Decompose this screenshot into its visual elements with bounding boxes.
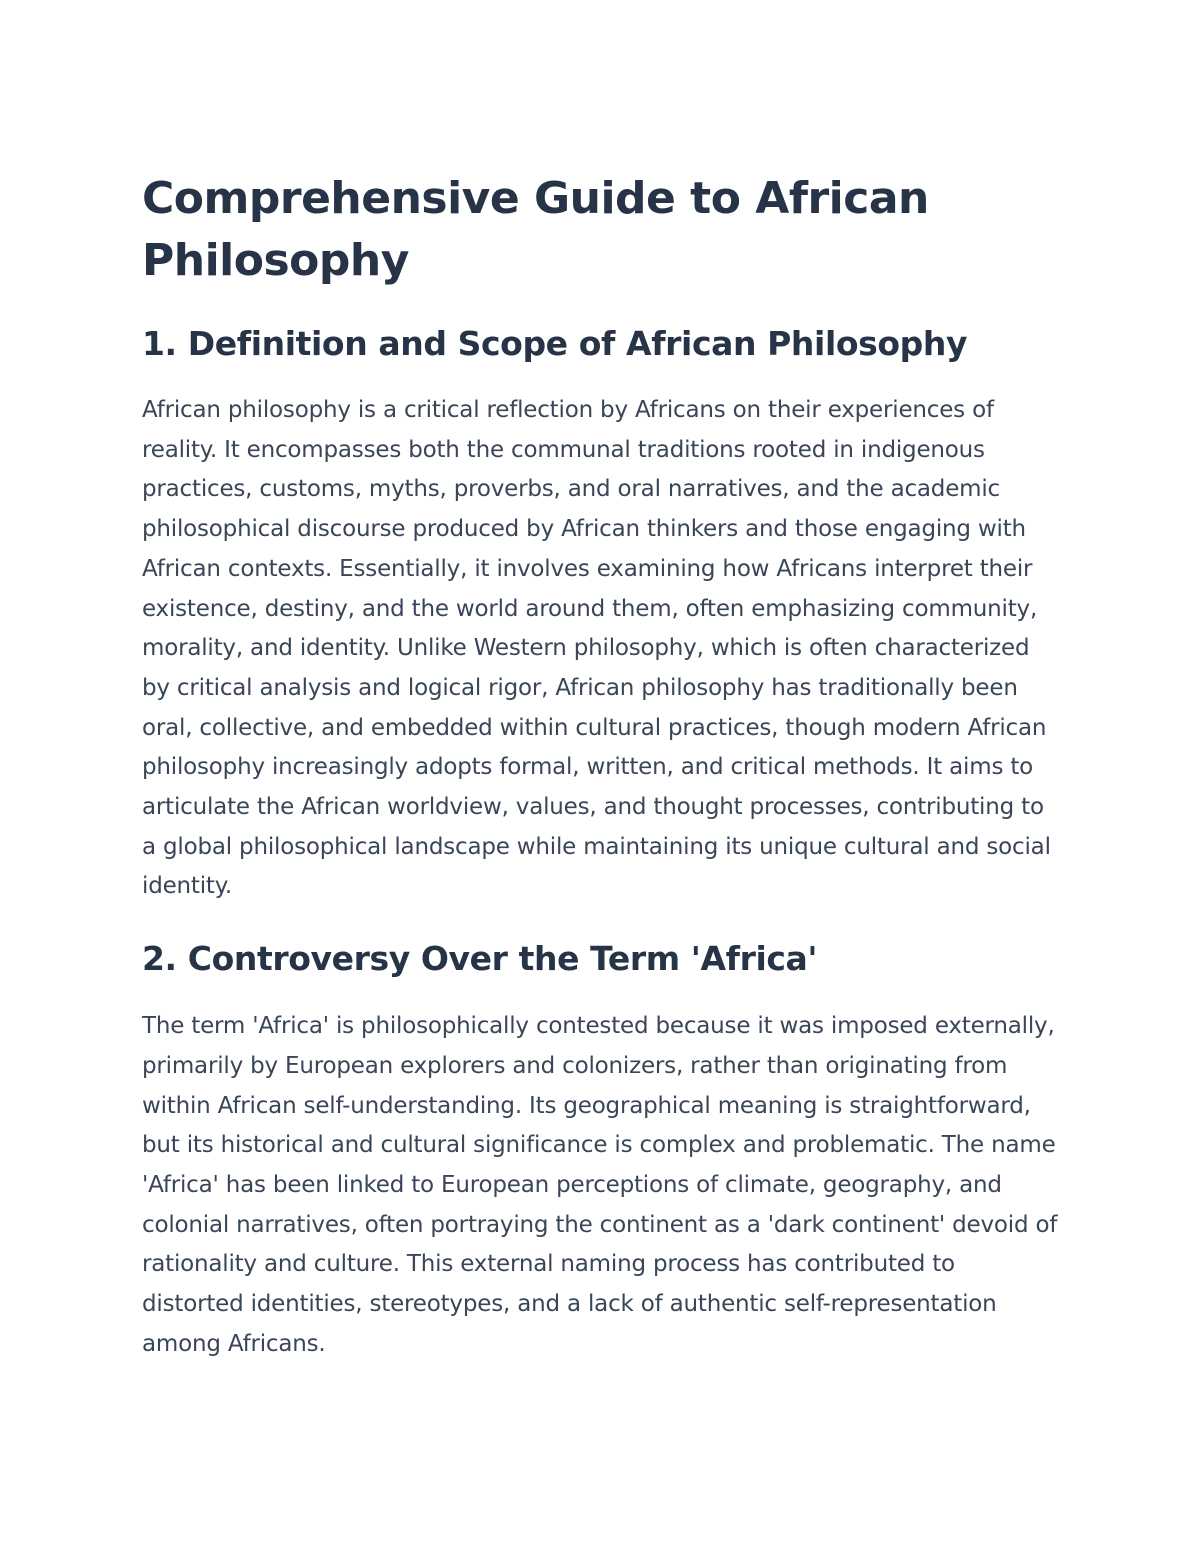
section-controversy-term-africa [142, 937, 1062, 1364]
document-title: Comprehensive Guide to African Philosophy [142, 173, 929, 286]
section-paragraph: The term 'Africa' is philosophically contested because it was imposed externally, primarily by European explorers and colonizers, rather than originating from within African self-understanding. Its geographical meaning is straightforward, but its historical and cultural significance is complex and problematic. The name 'Africa' has been linked to European perceptions of climate, geography, and colonial narratives, often portraying the continent as a 'dark continent' devoid of rationality and culture. This external naming process has contributed to distorted identities, stereotypes, and a lack of authentic self-representation among Africans. [142, 1013, 1058, 1357]
section-heading: 1. Definition and Scope of African Philosophy [142, 324, 968, 363]
section-heading: 2. Controversy Over the Term 'Africa' [142, 939, 818, 979]
section-paragraph: African philosophy is a critical reflection by Africans on their experiences of reality. It encompasses both the communal traditions rooted in indigenous practices, customs, myths, proverbs, and oral narratives, and the academic philosophical discourse produced by African thinkers and those engaging with African contexts. Essentially, it involves examining how Africans interpret their existence, destiny, and the world around them, often emphasizing community, morality, and identity. Unlike Western philosophy, which is often characterized by critical analysis and logical rigor, African philosophy has traditionally been oral, collective, and embedded within cultural practices, though modern African philosophy increasingly adopts formal, written, and critical methods. It aims to articulate the African worldview, values, and thought processes, contributing to a global philosophical landscape while maintaining its unique cultural and social identity. [142, 397, 1051, 900]
document-page [142, 168, 1062, 1364]
section-definition-and-scope [142, 322, 1062, 907]
